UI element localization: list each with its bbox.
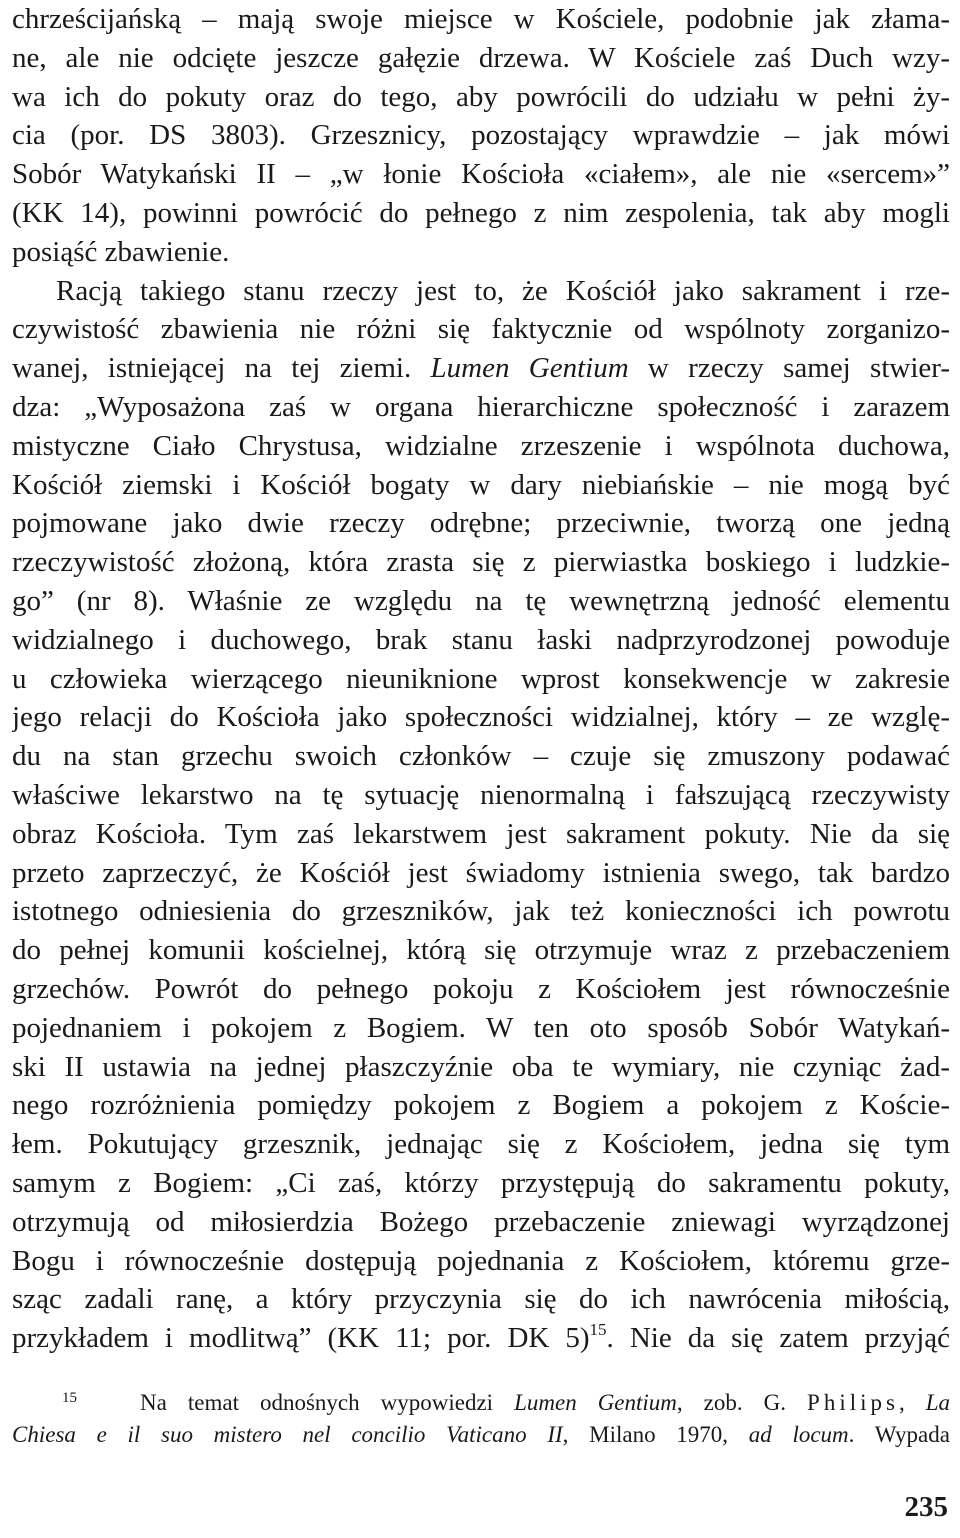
text-line: dza: „Wyposażona zaś w organa hierarchiczne społeczność i zarazem	[12, 390, 950, 423]
text-line: jego relacji do Kościoła jako społeczności widzialnej, który – ze wzglę-	[12, 701, 950, 734]
text-line: istotnego odniesienia do grzeszników, jak też konieczności ich powrotu	[12, 895, 950, 928]
footnote-title-italic: Chiesa e il suo mistero nel concilio Vaticano II	[12, 1422, 563, 1447]
text-line: obraz Kościoła. Tym zaś lekarstwem jest sakrament pokuty. Nie da się	[12, 817, 950, 850]
italic-title: Lumen Gentium	[430, 352, 629, 385]
footnote-text: ,	[898, 1390, 926, 1415]
text-line: do pełnej komunii kościelnej, którą się otrzymuje wraz z przebaczeniem	[12, 934, 950, 967]
footnote-text: Na temat odnośnych wypowiedzi	[140, 1390, 515, 1415]
text-line: grzechów. Powrót do pełnego pokoju z Kościołem jest równocześnie	[12, 972, 950, 1005]
text-line: Racją takiego stanu rzeczy jest to, że Kościół jako sakrament i rze-	[56, 274, 950, 307]
footnote-title-italic: La	[925, 1390, 950, 1415]
text-line: du na stan grzechu swoich członków – czuje się zmuszony podawać	[12, 740, 950, 773]
text-line: chrześcijańską – mają swoje miejsce w Kościele, podobnie jak złama-	[12, 3, 950, 35]
text-line: pojednaniem i pokojem z Bogiem. W ten oto sposób Sobór Watykań-	[12, 1011, 950, 1044]
text-line: mistyczne Ciało Chrystusa, widzialne zrzeszenie i wspólnota duchowa,	[12, 429, 950, 462]
text-line: właściwe lekarstwo na tę sytuację nienormalną i fałszującą rzeczywisty	[12, 778, 950, 811]
footnote-title-italic: ad locum	[748, 1422, 849, 1447]
text-line: łem. Pokutujący grzesznik, jednając się z Kościołem, jedna się tym	[12, 1128, 950, 1161]
text-line: przeto zaprzeczyć, że Kościół jest świadomy istnienia swego, tak bardzo	[12, 856, 950, 889]
page-number: 235	[904, 1491, 948, 1523]
text-line: Bogu i równocześnie dostępują pojednania z Kościołem, któremu grze-	[12, 1244, 950, 1277]
footnote-line	[12, 1419, 950, 1451]
footnote-reference[interactable]: 15	[589, 1320, 607, 1340]
text-line: u człowieka wierzącego nieuniknione wprost konsekwencje w zakresie	[12, 662, 950, 695]
footnote-line	[12, 1387, 950, 1419]
text-line: (KK 14), powinni powrócić do pełnego z nim zespolenia, tak aby mogli	[12, 196, 950, 229]
footnote-text: , zob. G.	[676, 1390, 808, 1415]
text-line: ne, ale nie odcięte jeszcze gałęzie drzewa. W Kościele zaś Duch wzy-	[12, 41, 950, 74]
text-line: go” (nr 8). Właśnie ze względu na tę wewnętrzną jedność elementu	[12, 584, 950, 617]
footnote-text: , Milano 1970,	[562, 1422, 749, 1447]
footnote-author: Philips	[807, 1390, 899, 1415]
text-line: pojmowane jako dwie rzeczy odrębne; przeciwnie, tworzą one jedną	[12, 507, 950, 540]
text-line: wa ich do pokuty oraz do tego, aby powrócili do udziału w pełni ży-	[12, 80, 950, 113]
text-line: wanej, istniejącej na tej ziemi. Lumen Gentium w rzeczy samej stwier-	[12, 352, 950, 385]
footnote-title-italic: Lumen Gentium	[514, 1390, 677, 1415]
footnote-block	[12, 1387, 950, 1451]
text-line: posiąść zbawienie.	[12, 235, 230, 268]
text-line: cia (por. DS 3803). Grzesznicy, pozostający wprawdzie – jak mówi	[12, 119, 950, 152]
text-line: nego rozróżnienia pomiędzy pokojem z Bogiem a pokojem z Koście-	[12, 1089, 950, 1122]
text-line: przykładem i modlitwą” (KK 11; por. DK 5)$^{15}$. Nie da się zatem przyjąć	[12, 1320, 950, 1355]
text-line: Kościół ziemski i Kościół bogaty w dary niebiańskie – nie mogą być	[12, 468, 950, 501]
text-line: sząc zadali ranę, a który przyczynia się do ich nawrócenia miłością,	[12, 1283, 950, 1316]
text-line: otrzymują od miłosierdzia Bożego przebaczenie zniewagi wyrządzonej	[12, 1205, 950, 1238]
text-line: widzialnego i duchowego, brak stanu łaski nadprzyrodzonej powoduje	[12, 623, 950, 656]
text-line: ski II ustawia na jednej płaszczyźnie oba te wymiary, nie czyniąc żad-	[12, 1050, 950, 1083]
footnote-text: . Wypada	[848, 1422, 950, 1447]
body-text	[12, 0, 950, 1358]
text-line: samym z Bogiem: „Ci zaś, którzy przystępują do sakramentu pokuty,	[12, 1166, 950, 1199]
text-line: czywistość zbawienia nie różni się faktycznie od wspólnoty zorganizo-	[12, 313, 950, 346]
text-line: Sobór Watykański II – „w łonie Kościoła «ciałem», ale nie «sercem»”	[12, 158, 950, 191]
footnote-number: 15	[62, 1390, 77, 1406]
text-line: rzeczywistość złożoną, która zrasta się z pierwiastka boskiego i ludzkie-	[12, 546, 950, 579]
